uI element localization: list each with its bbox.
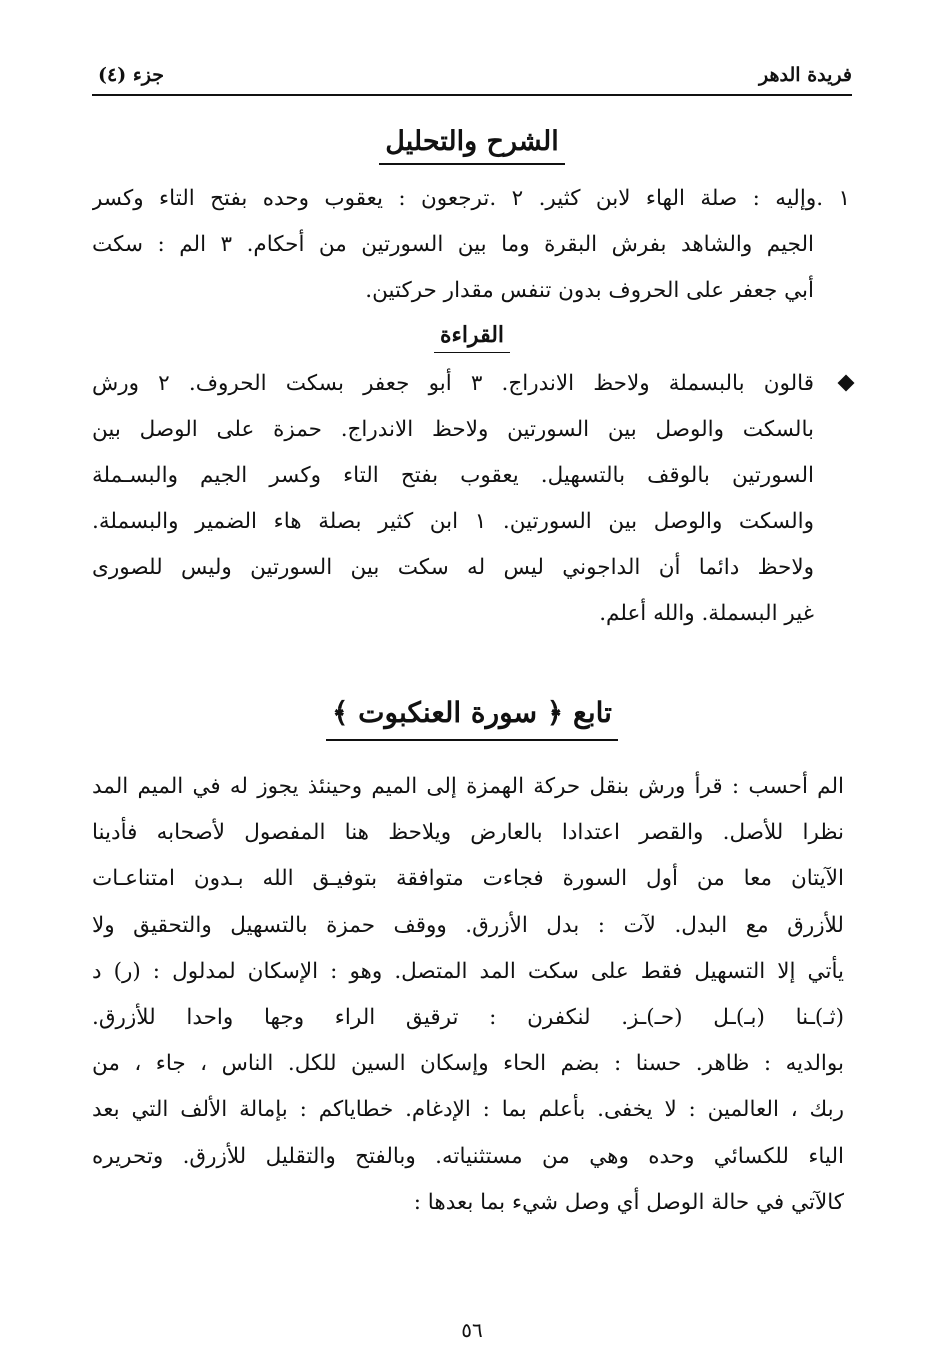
- section-heading-surah-text: تابع ﴿ سورة العنكبوت ﴾: [326, 696, 618, 741]
- text-line: الم أحسب : قرأ ورش بنقل حركة الهمزة إلى الميم وحينئذ يجوز له في الميم المد: [92, 774, 844, 799]
- text-line: غير البسملة. والله أعلم.: [599, 601, 814, 626]
- text-line: بالسكت والوصل بين السورتين ولاحظ الاندراج. حمزة على الوصل بين: [92, 417, 814, 442]
- text-line: قالون بالبسملة ولاحظ الاندراج. ٣ أبو جعفر بسكت الحروف. ٢ ورش: [92, 371, 814, 396]
- text-line: الجيم والشاهد بفرش البقرة وما بين السورتين من أحكام. ٣ الم : سكت: [92, 232, 814, 257]
- text-line: السورتين بالوقف بالتسهيل. يعقوب بفتح التاء وكسر الجيم والبسـملة: [92, 463, 814, 488]
- section-heading-sharh-text: الشرح والتحليل: [379, 126, 564, 165]
- text-line: الآيتان معا من أول السورة فجاءت متوافقة بتوفيـق الله بـدون امتناعـات: [92, 866, 844, 892]
- text-line: نظرا للأصل. والقصر اعتدادا بالعارض ويلاحظ هنا المفصول لأصحابه فأدينا: [92, 820, 844, 846]
- text-line: أبي جعفر على الحروف بدون تنفس مقدار حركتين.: [365, 278, 814, 303]
- section-heading-sharh: [0, 126, 944, 165]
- qiraa-paragraph: [92, 361, 850, 637]
- text-line: الياء للكسائي وحده وهي من مستثنياته. وبالفتح والتقليل للأزرق. وتحريره: [92, 1143, 844, 1169]
- section-heading-qiraa: [0, 322, 944, 353]
- text-line: يأتي إلا التسهيل فقط على سكت المد المتصل. وهو : الإسكان لمدلول : (ر) د: [92, 958, 844, 984]
- text-line: ١ .وإليه : صلة الهاء لابن كثير. ٢ .ترجعون : يعقوب وحده بفتح التاء وكسر: [92, 186, 850, 211]
- text-line: (ثـ)ـنا (بـ)ـل (حـ)ـز. لنكفرن : ترقيق الراء وجها واحدا للأزرق.: [92, 1004, 844, 1030]
- text-line: كالآتي في حالة الوصل أي وصل شيء بما بعدها :: [413, 1189, 844, 1215]
- text-line: ولاحظ دائما أن الداجوني ليس له سكت بين السورتين وليس للصورى: [92, 555, 814, 580]
- surah-paragraph: [92, 764, 844, 1226]
- sharh-paragraph: [92, 176, 850, 314]
- text-line: ربك ، العالمين : لا يخفى. بأعلم بما : الإدغام. خطاياكم : بإمالة الألف التي بعد: [92, 1097, 844, 1123]
- text-line: والسكت والوصل بين السورتين. ١ ابن كثير بصلة هاء الضمير والبسملة.: [92, 509, 814, 534]
- book-title: فريدة الدهر: [759, 64, 852, 86]
- running-header: [92, 58, 852, 96]
- text-line: بوالديه : ظاهر. حسنا : بضم الحاء وإسكان السين للكل. الناس ، جاء ، من: [92, 1051, 844, 1077]
- page-number: ٥٦: [461, 1318, 483, 1342]
- section-heading-qiraa-text: القراءة: [434, 322, 510, 353]
- section-heading-surah: [0, 696, 944, 741]
- part-number: جزء (٤): [98, 64, 164, 86]
- text-line: للأزرق مع البدل. لآت : بدل الأزرق. ووقف حمزة بالتسهيل والتحقيق ولا: [92, 912, 844, 938]
